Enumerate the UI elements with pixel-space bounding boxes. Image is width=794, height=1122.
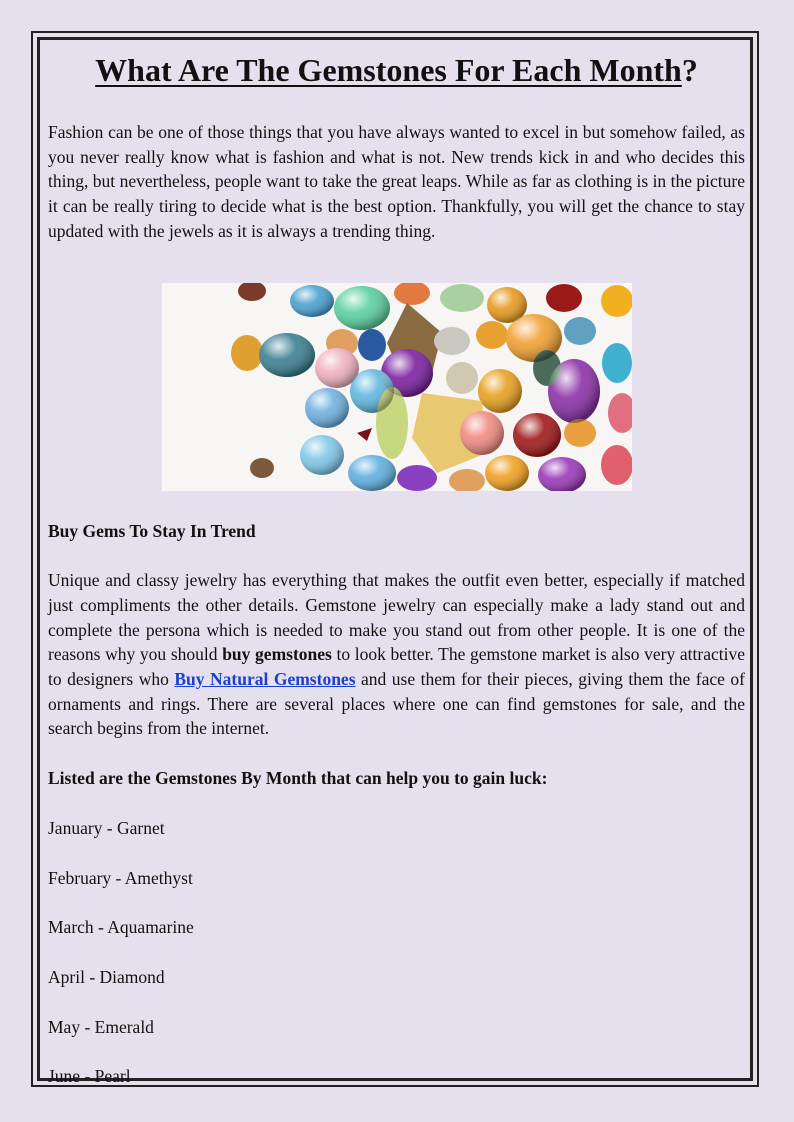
bold-phrase: buy gemstones — [222, 644, 332, 665]
list-item: March - Aquamarine — [48, 917, 194, 938]
list-item: June - Pearl — [48, 1066, 131, 1087]
list-item: May - Emerald — [48, 1016, 154, 1037]
buy-natural-gemstones-link[interactable]: Buy Natural Gemstones — [174, 669, 356, 690]
gemstones-photo — [162, 283, 632, 491]
list-item: April - Diamond — [48, 966, 165, 987]
body-text-1: Unique and classy jewelry has everything that makes the outfit even better, especially if matched just compliments the other details. Gemstone jewelry can especially make a lady stand out and complete the persona which is needed to make you stand out from other people. It is one of the reasons why you should — [48, 570, 745, 665]
list-heading: Listed are the Gemstones By Month that can help you to gain luck: — [48, 768, 548, 789]
page-title — [48, 50, 745, 90]
page-title-punct: ? — [681, 52, 698, 88]
body-text-2: to look better. The gemstone market is also very attractive to designers who — [48, 644, 746, 690]
list-item: February - Amethyst — [48, 867, 193, 888]
page-title-text: What Are The Gemstones For Each Month — [95, 52, 682, 88]
body-text-3: and use them for their pieces, giving them the face of ornaments and rings. There are several places where one can find gemstones for sale, and the search begins from the internet. — [48, 669, 745, 739]
intro-paragraph: Fashion can be one of those things that you have always wanted to excel in but somehow failed, as you never really know what is fashion and what is not. New trends kick in and who decides this thing, but nevertheless, people want to take the great leaps. While as far as clothing is in the picture it can be really tiring to decide what is the best option. Thankfully, you will get the chance to stay updated with the jewels as it is always a trending thing. — [48, 122, 745, 241]
document-content — [48, 40, 745, 1089]
section-heading: Buy Gems To Stay In Trend — [48, 520, 256, 541]
list-item: January - Garnet — [48, 817, 165, 838]
body-paragraph — [48, 568, 745, 741]
